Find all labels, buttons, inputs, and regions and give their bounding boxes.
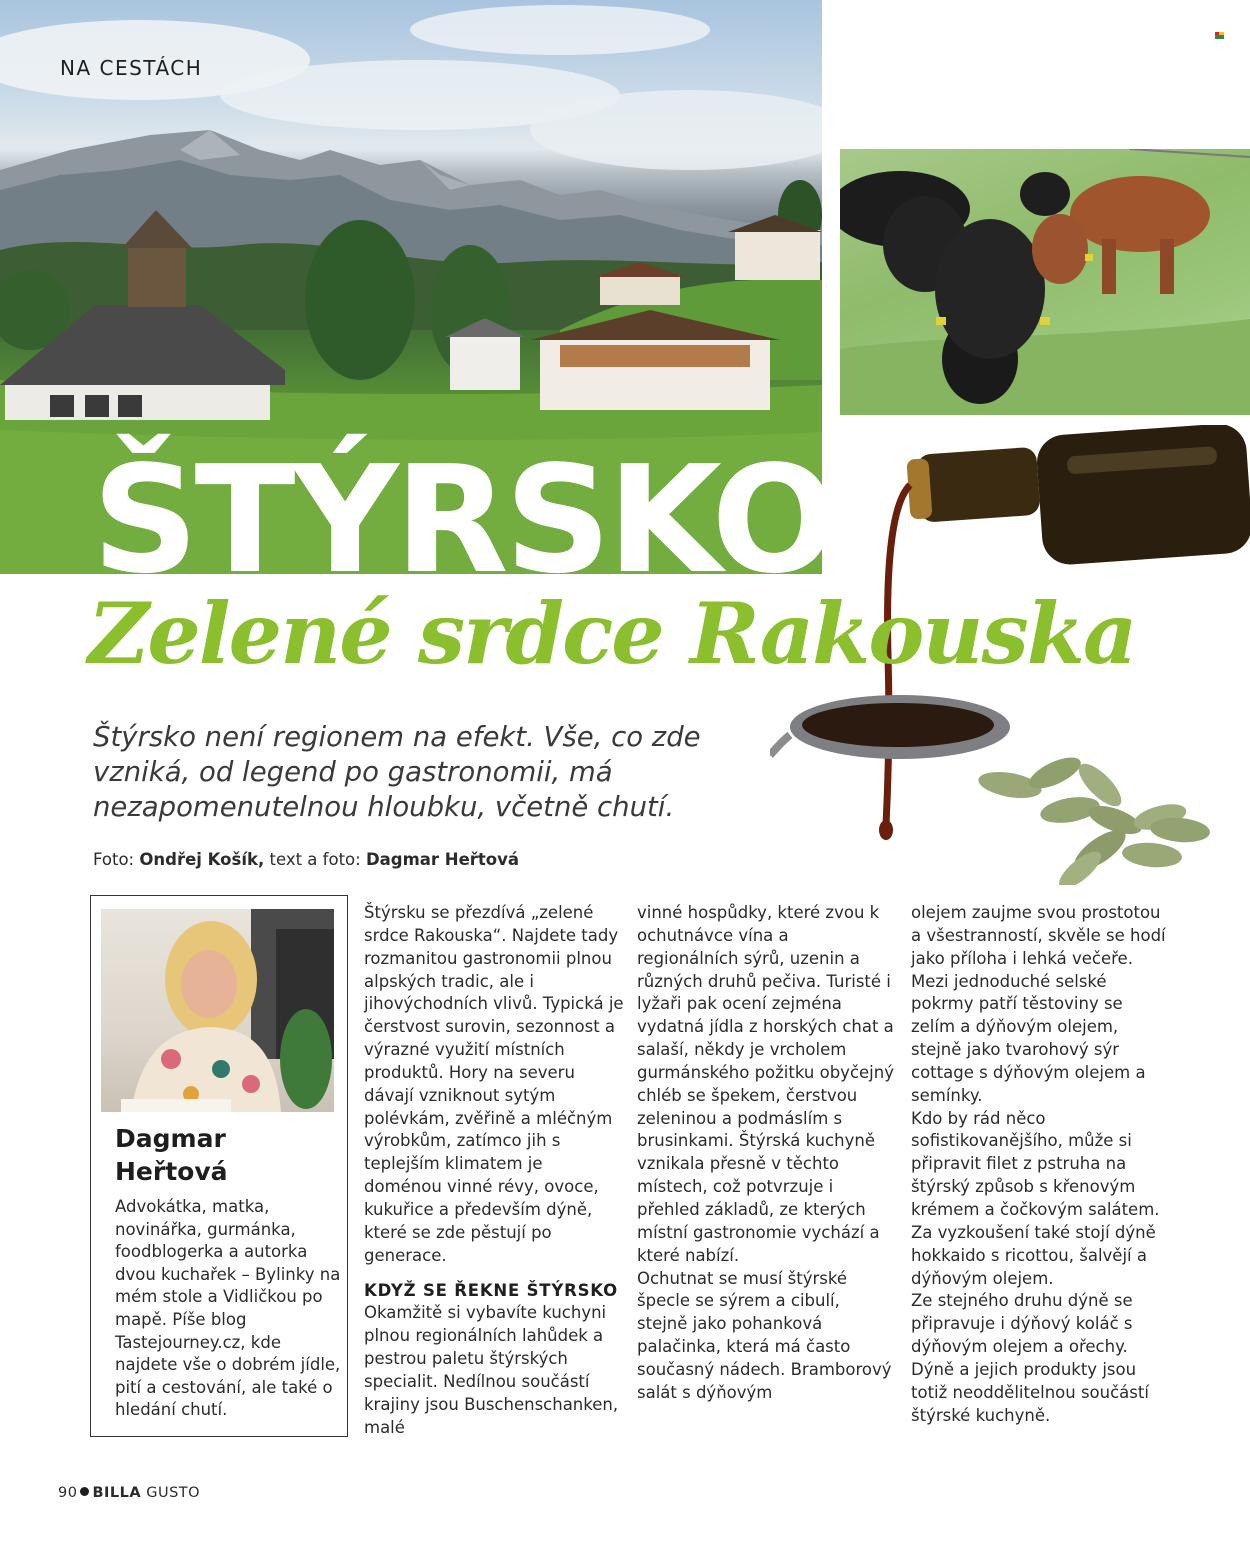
page-footer	[58, 1485, 200, 1501]
magazine-name: GUSTO	[146, 1485, 201, 1501]
author-credit-name: Dagmar Heřtová	[365, 850, 520, 869]
credits-line	[93, 850, 519, 869]
section-heading: KDYŽ SE ŘEKNE ŠTÝRSKO	[364, 1280, 618, 1300]
article-column-3	[911, 902, 1171, 1427]
paragraph: Za vyzkoušení také stojí dýně hokkaido s ricottou, šalvějí a dýňovým olejem.	[911, 1222, 1156, 1288]
paragraph: vinné hospůdky, které zvou k ochutnávce vína a regionálních sýrů, uzenin a různých druhů pečiva. Turisté i lyžaři pak ocení zejména vydatná jídla z horských chat a salaší, někdy je vrcholem gurmánského požitku obyčejný chléb se špekem, čerstvou zeleninou a podmáslím s brusinkami. Štýrská kuchyně vznikala přesně v těchto místech, což potvrzuje i přehled základů, ze kterých místní gastronomie vychází a které nabízí.	[637, 903, 894, 1265]
paragraph: olejem zaujme svou prostotou a všestranností, skvěle se hodí jako příloha i lehká večeře.	[911, 903, 1166, 968]
author-last-name: Heřtová	[115, 1157, 228, 1187]
cows-illustration	[840, 149, 1250, 415]
paragraph: Mezi jednoduché selské pokrmy patří těstoviny se zelím a dýňovým olejem, stejně jako tvarohový sýr cottage s dýňovým olejem a semínky.	[911, 971, 1146, 1105]
paragraph: Ochutnat se musí štýrské špecle se sýrem a cibulí, stejně jako pohanková palačinka, která má často současný nádech. Bramborový salát s dýňovým	[637, 1268, 892, 1402]
article-column-1	[364, 902, 624, 1439]
author-portrait-illustration	[101, 909, 334, 1112]
author-first-name: Dagmar	[115, 1124, 226, 1153]
author-photo	[101, 909, 334, 1112]
page-number: 90	[58, 1485, 78, 1501]
author-name	[115, 1122, 228, 1189]
paragraph: Okamžitě si vybavíte kuchyni plnou regionálních lahůdek a pestrou paletu štýrských specialit. Nedílnou součástí krajiny jsou Buschenschanken, malé	[364, 1303, 619, 1437]
author-box	[90, 895, 348, 1437]
lead-paragraph: Štýrsko není regionem na efekt. Vše, co zde vzniká, od legend po gastronomii, má nezapomenutelnou hloubku, včetně chutí.	[93, 721, 701, 823]
photographer-name: Ondřej Košík,	[139, 850, 265, 869]
bullet-icon	[80, 1487, 89, 1496]
paragraph: Kdo by rád něco sofistikovanějšího, může si připravit filet z pstruha na štýrský způsob s křenovým krémem a čočkovým salátem.	[911, 1108, 1160, 1219]
author-bio: Advokátka, matka, novinářka, gurmánka, foodblogerka a autorka dvou kuchařek – Bylinky na mém stole a Vidličkou po mapě. Píše blog Tastejourney.cz, kde najdete vše o dobrém jídle, pití a cestování, ale také o hledání chutí.	[115, 1197, 341, 1420]
cows-photo	[840, 149, 1250, 415]
paragraph: Ze stejného druhu dýně se připravuje i dýňový koláč s dýňovým olejem a ořechy. Dýně a jejich produkty jsou totiž neoddělitelnou součástí štýrské kuchyně.	[911, 1291, 1149, 1425]
text-label: text a foto:	[264, 850, 366, 869]
photo-label: Foto:	[93, 850, 140, 869]
color-mark-icon	[1215, 32, 1224, 39]
main-title: ŠTÝRSKO	[92, 434, 834, 606]
subtitle: Zelené srdce Rakouska	[88, 584, 1136, 683]
paragraph: Štýrsku se přezdívá „zelené srdce Rakouska“. Najdete tady rozmanitou gastronomii plnou alpských tradic, ale i jihovýchodních vlivů. Typická je čerstvost surovin, sezonnost a výrazné využití místních produktů. Hory na severu dávají vzniknout sytým polévkám, zvěřině a mléčným výrobkům, zatímco jih s teplejším klimatem je doménou vinné révy, ovoce, kukuřice a především dýně, které se zde pěstují po generace.	[364, 903, 624, 1265]
article-column-2	[637, 902, 895, 1405]
magazine-brand: BILLA	[92, 1485, 142, 1501]
section-tag: NA CESTÁCH	[60, 56, 203, 80]
